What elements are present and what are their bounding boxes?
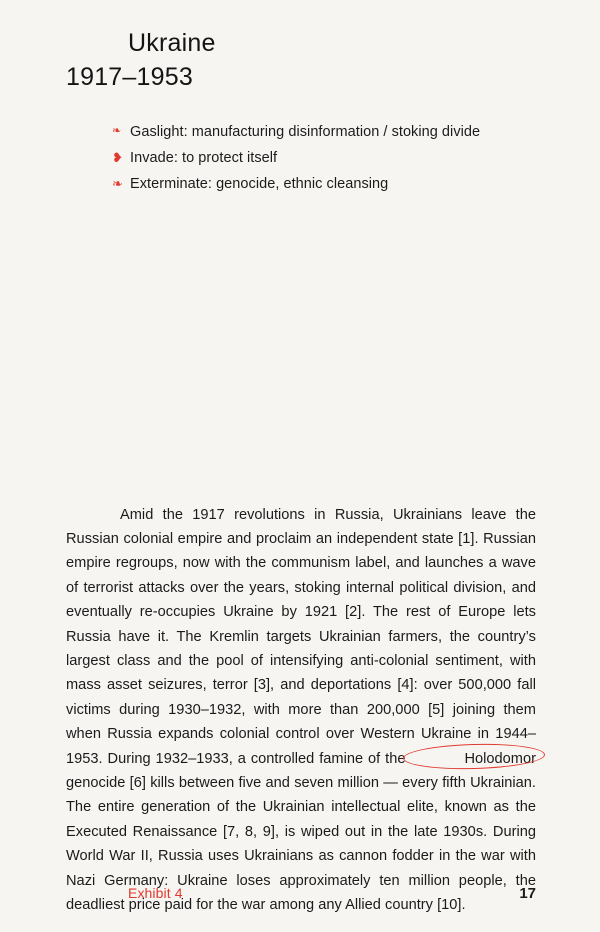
page-number: 17 <box>519 885 536 902</box>
page-title <box>66 28 536 92</box>
title-line-primary: Ukraine <box>128 29 216 57</box>
leaf-bullet-icon: ❥ <box>112 150 123 165</box>
body-paragraph-block <box>66 488 536 932</box>
body-paragraph <box>66 503 536 918</box>
annotated-term-label: Holodomor <box>464 750 536 767</box>
bullet-list <box>112 122 542 200</box>
list-item-label: Exterminate: genocide, ethnic cleansing <box>130 176 389 192</box>
list-item-label: Gaslight: manufacturing disinformation / stoking divide <box>130 124 481 140</box>
leaf-bullet-icon: ❧ <box>112 176 123 191</box>
page-footer <box>66 885 536 902</box>
list-item <box>112 122 542 143</box>
body-text-part-one: Amid the 1917 revolutions in Russia, Ukrainians leave the Russian colonial empire and proclaim an independent state [1]. Russian empire regroups, now with the communism label, and launches a wave of terrorist attacks over the years, stoking internal political division, and eventually re-occupies Ukraine by 1921 [2]. The rest of Europe lets Russia have it. The Kremlin targets Ukrainian farmers, the country’s largest class and the pool of intensifying anti-colonial sentiment, with mass asset seizures, terror [3], and deportations [4]: over 500,000 fall victims during 1930–1932, with more than 200,000 [5] joining them when Russia expands colonial control over Western Ukraine in 1944–1953. During 1932–1933, a controlled famine of the <box>66 506 536 767</box>
exhibit-label: Exhibit 4 <box>128 885 183 901</box>
body-text-part-two: genocide [6] kills between five and seven million — every fifth Ukrainian. The entire generation of the Ukrainian intellectual elite, known as the Executed Renaissance [7, 8, 9], is wiped out in the late 1930s. During World War II, Russia uses Ukrainians as cannon fodder in the war with Nazi Germany: Ukraine loses approximately ten million people, the deadliest price paid for the war among any Allied country [10]. <box>66 775 536 914</box>
list-item <box>112 174 542 195</box>
leaf-bullet-icon: ❧ <box>112 125 122 137</box>
annotated-term <box>410 747 536 771</box>
title-line-dates: 1917–1953 <box>66 63 193 91</box>
list-item <box>112 148 542 169</box>
list-item-label: Invade: to protect itself <box>130 150 278 166</box>
